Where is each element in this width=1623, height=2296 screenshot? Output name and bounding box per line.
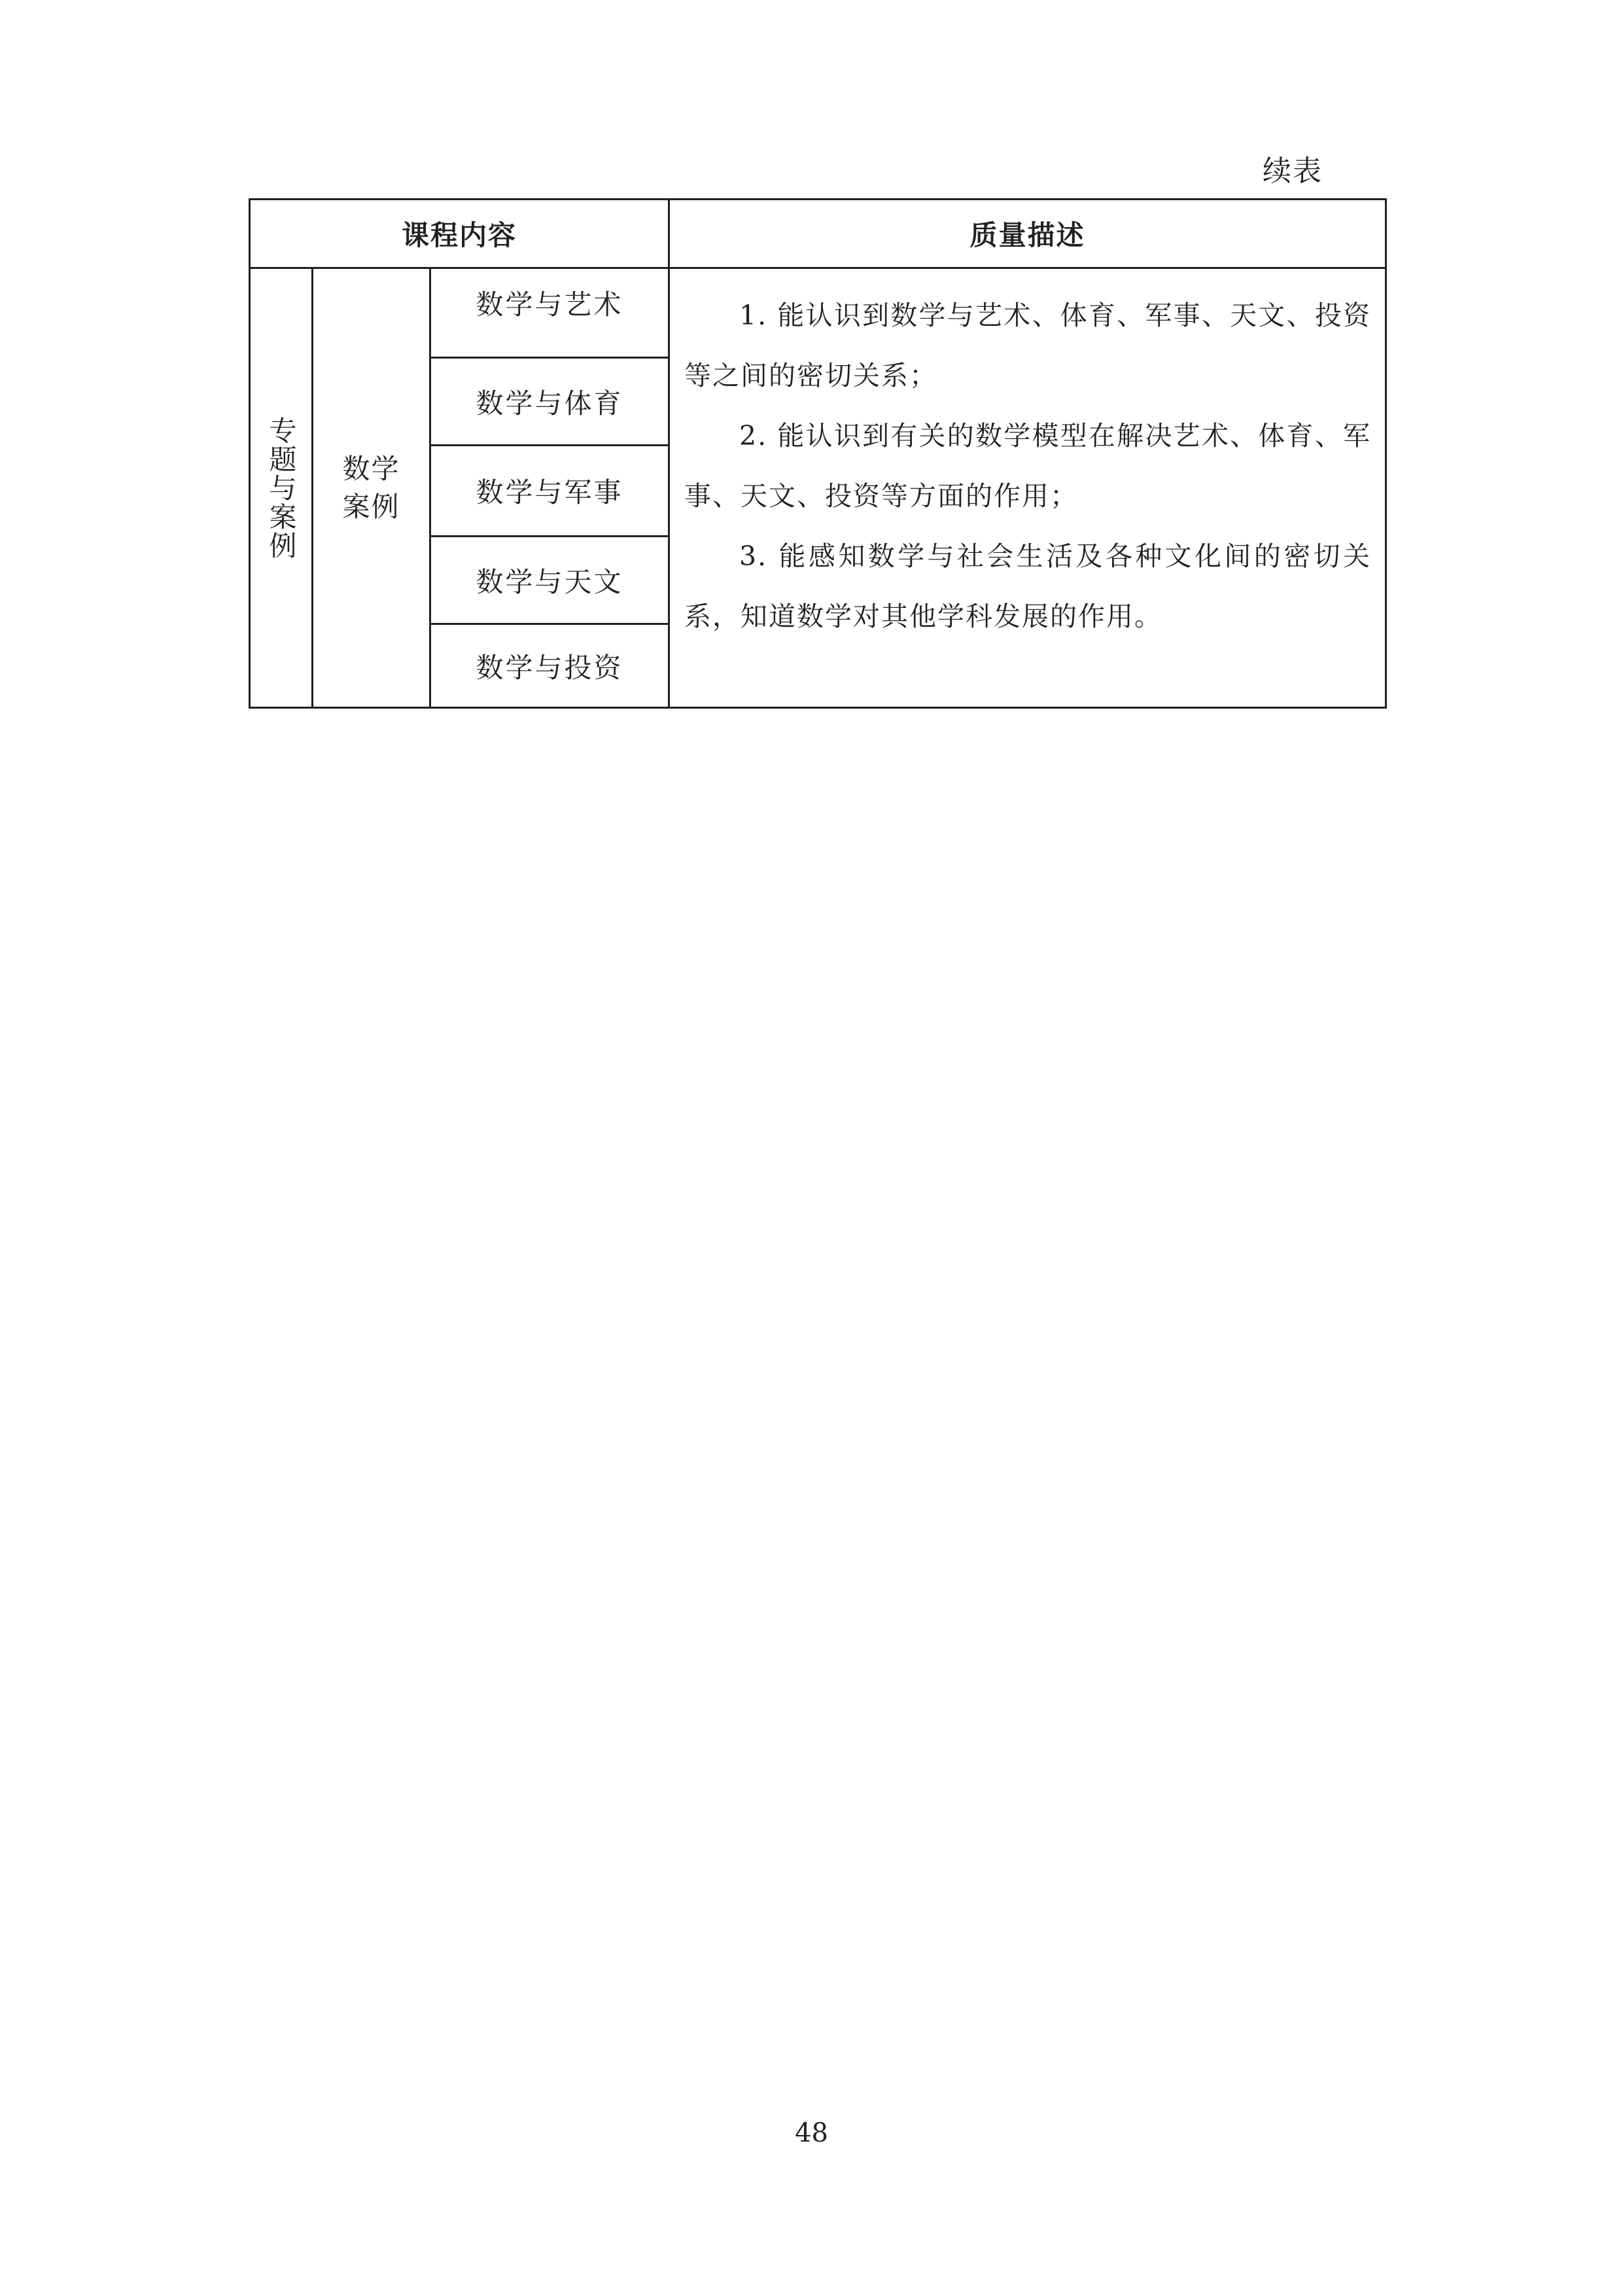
category-cell (313, 269, 429, 707)
header-column-divider (668, 200, 670, 707)
curriculum-table (249, 198, 1387, 709)
topic-label: 专题与案例 (265, 415, 298, 560)
description-item: 3. 能感知数学与社会生活及各种文化间的密切关系，知道数学对其他学科发展的作用。 (684, 540, 1371, 632)
description-item: 2. 能认识到有关的数学模型在解决艺术、体育、军事、天文、投资等方面的作用； (684, 420, 1371, 512)
subtopic-cell: 数学与天文 (476, 565, 623, 598)
category-label-line1: 数学 (342, 452, 400, 485)
subtopic-cell: 数学与体育 (476, 387, 623, 419)
header-quality-description: 质量描述 (969, 219, 1085, 251)
subtopic-cell: 数学与投资 (476, 651, 623, 684)
quality-description-cell (684, 285, 1371, 646)
subtopic-cell: 数学与军事 (476, 476, 623, 508)
subtopic-cell: 数学与艺术 (476, 289, 623, 321)
page-number: 48 (795, 2118, 828, 2148)
header-course-content: 课程内容 (401, 219, 517, 251)
topic-cell (251, 269, 311, 707)
continued-table-label: 续表 (1263, 154, 1323, 188)
category-label-line2: 案例 (342, 490, 400, 523)
description-item: 1. 能认识到数学与艺术、体育、军事、天文、投资等之间的密切关系； (684, 300, 1371, 391)
